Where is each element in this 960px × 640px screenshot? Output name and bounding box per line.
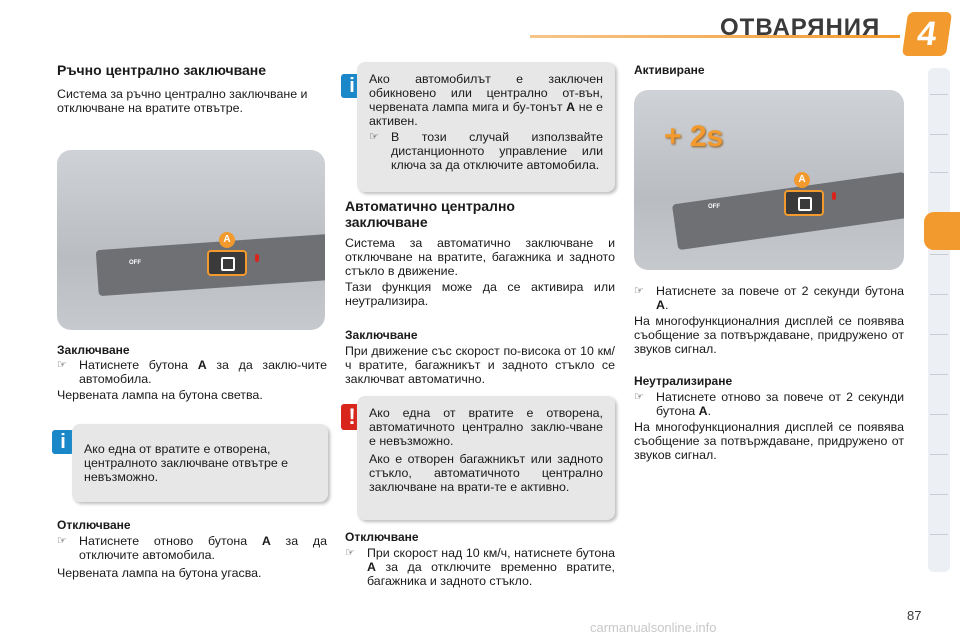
- chapter-tab-strip: [928, 68, 950, 572]
- text-auto-lock: При движение със скорост по-висока от 10 км/ч вратите, багажникът и задното стъкло се заключват автоматично.: [345, 344, 615, 386]
- warning-box-auto-lock: Ако една от вратите е отворена, автоматичното централно заклю-чване е невъзможно. Ако е отворен багажникът или задното стъкло, автоматичното централно заключване на врати-те е активно.: [357, 396, 615, 520]
- note-unlock: Червената лампа на бутона угасва.: [57, 566, 262, 580]
- note-lock: Червената лампа на бутона светва.: [57, 388, 263, 402]
- info-box-text: Ако една от вратите е отворена, централното заключване отвътре е невъзможно.: [84, 442, 289, 484]
- page-number: 87: [907, 608, 922, 623]
- warning-icon: !: [341, 404, 363, 430]
- lock-icon: [798, 197, 812, 211]
- watermark: carmanualsonline.info: [590, 620, 717, 635]
- subheading-activate: Активиране: [634, 63, 705, 77]
- chapter-tab[interactable]: [930, 534, 948, 535]
- subheading-lock: Заключване: [57, 343, 130, 357]
- info-box-door-open: [72, 424, 328, 502]
- red-lamp: [832, 192, 836, 200]
- chapter-tab[interactable]: [930, 134, 948, 135]
- section-heading-auto: Автоматично централно заключване: [345, 198, 515, 230]
- subheading-auto-lock: Заключване: [345, 328, 418, 342]
- intro-auto-2: Тази функция може да се активира или неутрализира.: [345, 280, 615, 308]
- chapter-tab[interactable]: [930, 374, 948, 375]
- info-box-remote: Ако автомобилът е заключен обикновено или централно от-вън, червената лампа мига и бу-тонът A не е активен. ☞ В този случай използвайте дистанционното управление или ключа за да отключите автомобила.: [357, 62, 615, 192]
- chapter-tab[interactable]: [930, 454, 948, 455]
- arrow-bullet-icon: ☞: [634, 391, 644, 403]
- intro-manual: Система за ръчно централно заключване и отключване на вратите отвътре.: [57, 87, 308, 115]
- chapter-tab[interactable]: [930, 254, 948, 255]
- chapter-tab[interactable]: [930, 294, 948, 295]
- off-label: OFF: [708, 204, 720, 210]
- bullet-unlock: ☞ Натиснете отново бутона A за да отключите автомобила.: [57, 534, 327, 562]
- illustration-lock-button: [57, 150, 325, 330]
- red-lamp: [255, 254, 259, 262]
- hold-2s-badge: + 2s: [664, 120, 724, 153]
- arrow-bullet-icon: ☞: [369, 131, 379, 143]
- chapter-tab[interactable]: [930, 494, 948, 495]
- bullet-auto-unlock: ☞ При скорост над 10 км/ч, натиснете бутона A за да отключите временно вратите, багажника и задното стъкло.: [345, 546, 615, 588]
- chapter-number: 4: [902, 12, 952, 56]
- page-title: ОТВАРЯНИЯ: [720, 14, 881, 41]
- info-icon: i: [341, 74, 363, 98]
- button-label-badge: A: [219, 232, 235, 248]
- lock-button-A: [784, 190, 824, 216]
- bullet-activate: ☞ Натиснете за повече от 2 секунди бутона A.: [634, 284, 904, 312]
- arrow-bullet-icon: ☞: [57, 359, 67, 371]
- intro-auto: Система за автоматично заключване и отключване на вратите, багажника и задното стъкло в движение.: [345, 236, 615, 278]
- chapter-tab-active[interactable]: [924, 212, 960, 250]
- chapter-tab[interactable]: [930, 414, 948, 415]
- chapter-tab[interactable]: [930, 94, 948, 95]
- chapter-tab[interactable]: [930, 172, 948, 173]
- button-label-badge: A: [794, 172, 810, 188]
- illustration-activate: [634, 90, 904, 270]
- bullet-lock: ☞ Натиснете бутона A за да заклю-чите автомобила.: [57, 358, 327, 386]
- off-label: OFF: [129, 260, 141, 266]
- section-heading-manual: Ръчно централно заключване: [57, 62, 267, 78]
- note-neutralize: На многофункционалния дисплей се появява съобщение за потвърждаване, придружено от звуков сигнал.: [634, 420, 904, 462]
- arrow-bullet-icon: ☞: [57, 535, 67, 547]
- arrow-bullet-icon: ☞: [634, 285, 644, 297]
- lock-button-A: [207, 250, 247, 276]
- lock-icon: [221, 257, 235, 271]
- note-activate: На многофункционалния дисплей се появява съобщение за потвърждаване, придружено от звуков сигнал.: [634, 314, 904, 356]
- bullet-neutralize: ☞ Натиснете отново за повече от 2 секунди бутона A.: [634, 390, 904, 418]
- info-icon: i: [52, 430, 74, 454]
- subheading-auto-unlock: Отключване: [345, 530, 419, 544]
- subheading-unlock: Отключване: [57, 518, 131, 532]
- arrow-bullet-icon: ☞: [345, 547, 355, 559]
- subheading-neutralize: Неутрализиране: [634, 374, 733, 388]
- chapter-tab[interactable]: [930, 334, 948, 335]
